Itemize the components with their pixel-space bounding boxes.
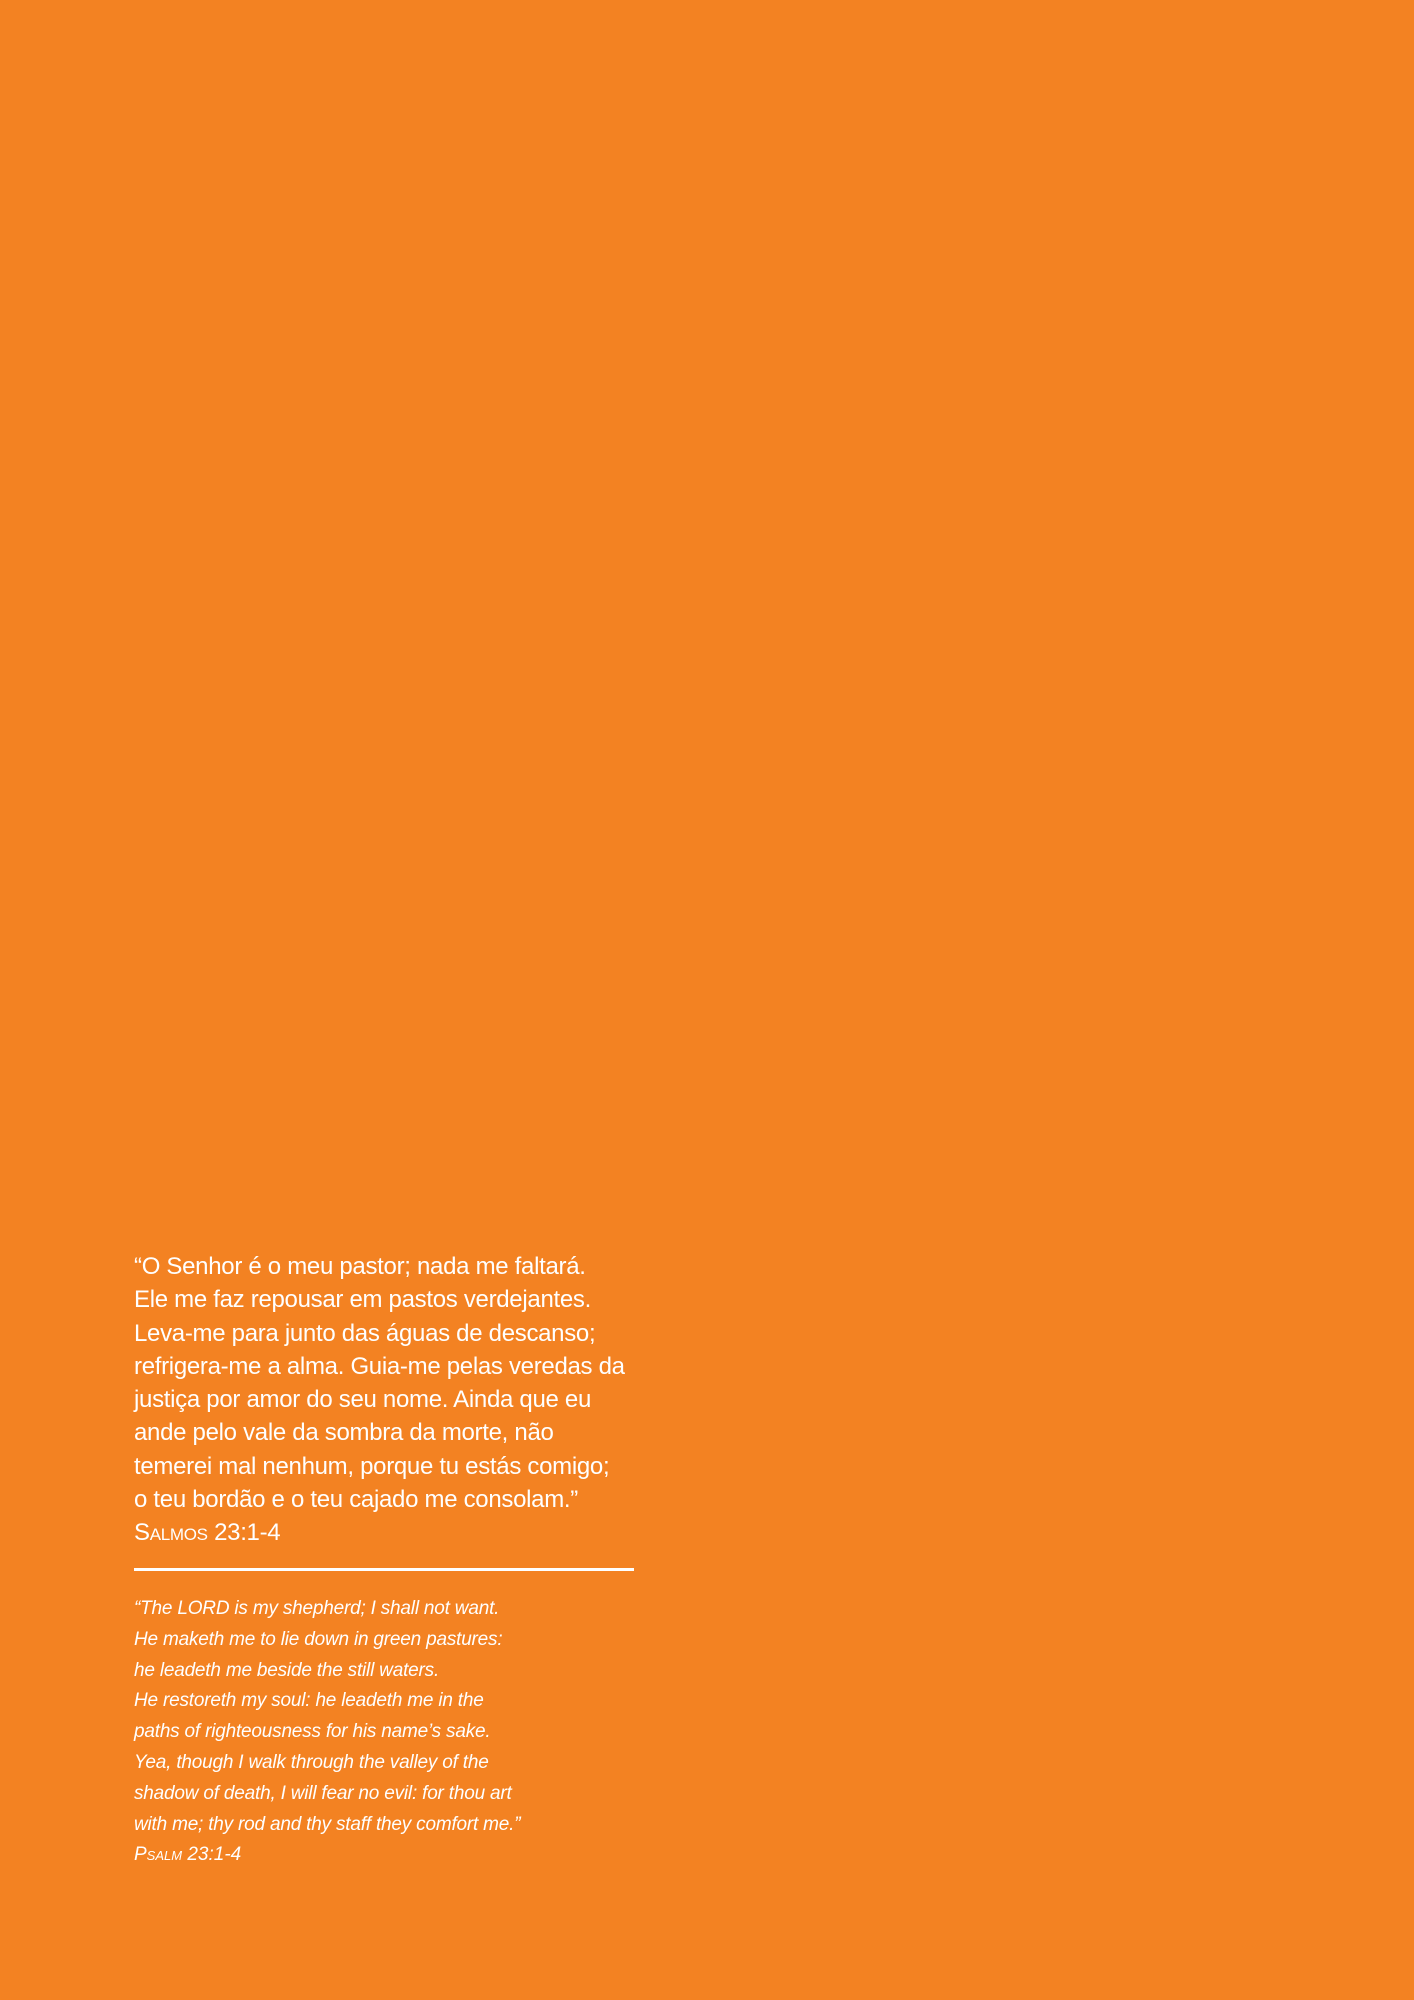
portuguese-quote-reference: Salmos 23:1-4 (134, 1519, 281, 1547)
english-quote-line: shadow of death, I will fear no evil: for thou art (134, 1782, 512, 1804)
portuguese-quote-text (134, 1250, 654, 1516)
english-quote-line: Yea, though I walk through the valley of the (134, 1751, 489, 1773)
portuguese-quote-line: temerei mal nenhum, porque tu estás comigo; (134, 1452, 610, 1480)
english-quote-line: “The LORD is my shepherd; I shall not want. (134, 1598, 500, 1619)
english-quote-text (134, 1594, 654, 1840)
english-quote-reference: Psalm 23:1-4 (134, 1844, 242, 1866)
portuguese-quote-line: refrigera-me a alma. Guia-me pelas veredas da (134, 1352, 625, 1380)
english-quote-line: He maketh me to lie down in green pastures: (134, 1628, 503, 1650)
portuguese-quote-line: o teu bordão e o teu cajado me consolam.” (134, 1486, 578, 1514)
divider-line (134, 1568, 634, 1571)
portuguese-quote-line: Ele me faz repousar em pastos verdejantes. (134, 1286, 591, 1314)
portuguese-quote-line: “O Senhor é o meu pastor; nada me faltará. (134, 1253, 586, 1280)
portuguese-quote-line: Leva-me para junto das águas de descanso; (134, 1319, 596, 1347)
english-quote-line: He restoreth my soul: he leadeth me in the (134, 1690, 484, 1712)
portuguese-quote-block (134, 1250, 654, 1550)
english-quote-line: he leadeth me beside the still waters. (134, 1659, 440, 1681)
english-quote-line: with me; thy rod and thy staff they comfort me.” (134, 1813, 521, 1835)
english-quote-block (134, 1594, 654, 1871)
portuguese-quote-line: ande pelo vale da sombra da morte, não (134, 1419, 554, 1447)
english-quote-line: paths of righteousness for his name’s sake. (134, 1721, 491, 1743)
portuguese-quote-line: justiça por amor do seu nome. Ainda que eu (134, 1386, 592, 1414)
